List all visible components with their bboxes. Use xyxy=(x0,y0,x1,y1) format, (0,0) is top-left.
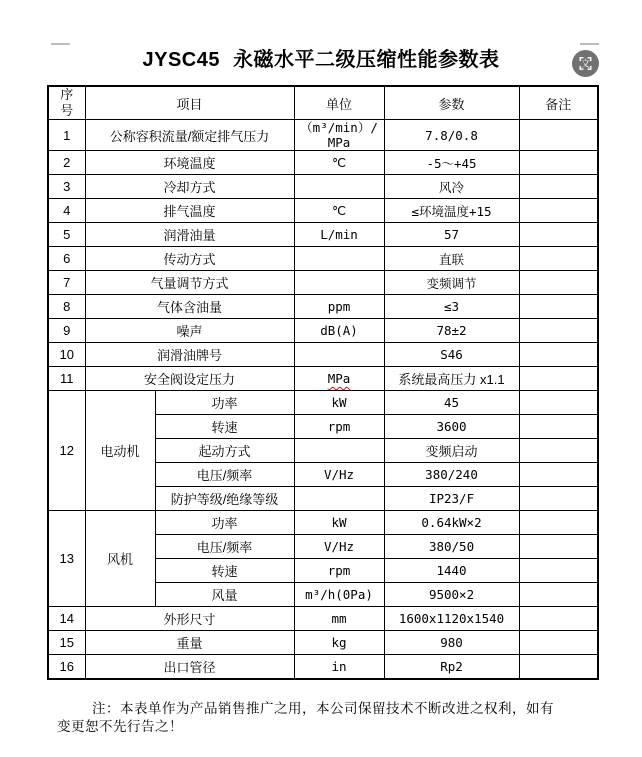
value-cell: 0.64kW×2 xyxy=(384,511,519,535)
unit-cell: ppm xyxy=(294,295,384,319)
remark-cell xyxy=(519,199,598,223)
page-boundary-mark-right xyxy=(580,43,599,45)
unit-cell xyxy=(294,120,384,151)
item-cell: 重量 xyxy=(85,631,294,655)
remark-cell xyxy=(519,271,598,295)
footer-note xyxy=(57,700,593,736)
table-row xyxy=(48,343,598,367)
value-cell: 3600 xyxy=(384,415,519,439)
row-index-cell: 10 xyxy=(48,343,85,367)
item-cell: 环境温度 xyxy=(85,151,294,175)
remark-cell xyxy=(519,247,598,271)
unit-cell xyxy=(294,487,384,511)
table-row xyxy=(48,367,598,391)
row-index-cell: 7 xyxy=(48,271,85,295)
unit-cell: kW xyxy=(294,511,384,535)
sub-item-cell: 电压/频率 xyxy=(155,535,294,559)
table-row xyxy=(48,223,598,247)
table-row xyxy=(48,151,598,175)
header-unit: 单位 xyxy=(294,86,384,120)
item-cell: 传动方式 xyxy=(85,247,294,271)
unit-cell xyxy=(294,175,384,199)
group-cell: 风机 xyxy=(85,511,155,607)
remark-cell xyxy=(519,120,598,151)
unit-cell: L/min xyxy=(294,223,384,247)
scan-text-icon xyxy=(572,50,599,77)
table-row xyxy=(48,607,598,631)
value-cell: 980 xyxy=(384,631,519,655)
remark-cell xyxy=(519,415,598,439)
remark-cell xyxy=(519,535,598,559)
remark-cell xyxy=(519,655,598,679)
row-index-cell: 1 xyxy=(48,120,85,151)
unit-cell: mm xyxy=(294,607,384,631)
row-index-cell: 16 xyxy=(48,655,85,679)
item-cell: 外形尺寸 xyxy=(85,607,294,631)
spec-table-container xyxy=(47,85,599,680)
unit-cell xyxy=(294,271,384,295)
item-cell: 出口管径 xyxy=(85,655,294,679)
remark-cell xyxy=(519,295,598,319)
unit-cell: rpm xyxy=(294,415,384,439)
row-index-cell: 4 xyxy=(48,199,85,223)
row-index-cell: 14 xyxy=(48,607,85,631)
remark-cell xyxy=(519,151,598,175)
table-row xyxy=(48,175,598,199)
page-boundary-mark-left xyxy=(51,43,70,45)
scan-text-icon-glyph: 文 xyxy=(580,59,591,70)
footer-note-line2: 变更恕不先行告之！ xyxy=(57,719,183,734)
value-cell: IP23/F xyxy=(384,487,519,511)
table-row xyxy=(48,199,598,223)
value-cell: ≤环境温度+15 xyxy=(384,199,519,223)
row-index-cell: 5 xyxy=(48,223,85,247)
unit-line2: MPa xyxy=(327,135,351,150)
value-cell: 57 xyxy=(384,223,519,247)
unit-cell: ℃ xyxy=(294,151,384,175)
row-index-cell: 12 xyxy=(48,391,85,511)
unit-cell: m³/h(0Pa) xyxy=(294,583,384,607)
table-row xyxy=(48,120,598,151)
table-row xyxy=(48,319,598,343)
unit-cell xyxy=(294,343,384,367)
value-cell: 变频启动 xyxy=(384,439,519,463)
unit-cell: dB(A) xyxy=(294,319,384,343)
item-cell: 润滑油牌号 xyxy=(85,343,294,367)
value-cell: ≤3 xyxy=(384,295,519,319)
header-remark: 备注 xyxy=(519,86,598,120)
header-index: 序号 xyxy=(48,86,85,120)
value-cell: 1440 xyxy=(384,559,519,583)
remark-cell xyxy=(519,319,598,343)
value-cell: 78±2 xyxy=(384,319,519,343)
page-title xyxy=(0,46,642,74)
sub-item-cell: 转速 xyxy=(155,559,294,583)
unit-text: MPa xyxy=(327,371,351,386)
row-index-cell: 13 xyxy=(48,511,85,607)
remark-cell xyxy=(519,583,598,607)
unit-cell xyxy=(294,247,384,271)
page-title-model: JYSC45 xyxy=(142,49,220,71)
header-value: 参数 xyxy=(384,86,519,120)
unit-cell: rpm xyxy=(294,559,384,583)
sub-item-cell: 防护等级/绝缘等级 xyxy=(155,487,294,511)
remark-cell xyxy=(519,343,598,367)
unit-cell: kW xyxy=(294,391,384,415)
remark-cell xyxy=(519,367,598,391)
value-cell: -5～+45 xyxy=(384,151,519,175)
value-cell: 45 xyxy=(384,391,519,415)
table-row xyxy=(48,271,598,295)
item-cell: 气体含油量 xyxy=(85,295,294,319)
table-row xyxy=(48,295,598,319)
item-cell: 噪声 xyxy=(85,319,294,343)
footer-note-line1: 注：本表单作为产品销售推广之用，本公司保留技术不断改进之权利，如有 xyxy=(92,701,554,716)
page-title-text: 永磁水平二级压缩性能参数表 xyxy=(233,49,500,71)
value-cell: Rp2 xyxy=(384,655,519,679)
unit-cell: in xyxy=(294,655,384,679)
item-cell: 冷却方式 xyxy=(85,175,294,199)
table-row xyxy=(48,391,598,415)
remark-cell xyxy=(519,439,598,463)
item-cell: 气量调节方式 xyxy=(85,271,294,295)
header-item: 项目 xyxy=(85,86,294,120)
value-cell: 直联 xyxy=(384,247,519,271)
remark-cell xyxy=(519,175,598,199)
row-index-cell: 15 xyxy=(48,631,85,655)
remark-cell xyxy=(519,607,598,631)
table-header-row xyxy=(48,86,598,120)
row-index-cell: 8 xyxy=(48,295,85,319)
value-cell: S46 xyxy=(384,343,519,367)
unit-cell: kg xyxy=(294,631,384,655)
row-index-cell: 9 xyxy=(48,319,85,343)
sub-item-cell: 起动方式 xyxy=(155,439,294,463)
remark-cell xyxy=(519,463,598,487)
remark-cell xyxy=(519,511,598,535)
item-cell: 排气温度 xyxy=(85,199,294,223)
unit-line1: （m³/min）/ xyxy=(300,120,378,135)
spec-table xyxy=(47,85,599,680)
remark-cell xyxy=(519,559,598,583)
sub-item-cell: 电压/频率 xyxy=(155,463,294,487)
sub-item-cell: 转速 xyxy=(155,415,294,439)
row-index-cell: 3 xyxy=(48,175,85,199)
unit-cell xyxy=(294,367,384,391)
extract-text-button[interactable] xyxy=(572,50,599,77)
remark-cell xyxy=(519,223,598,247)
value-cell: 变频调节 xyxy=(384,271,519,295)
table-row xyxy=(48,631,598,655)
value-cell: 380/50 xyxy=(384,535,519,559)
unit-cell: ℃ xyxy=(294,199,384,223)
value-cell: 380/240 xyxy=(384,463,519,487)
item-cell: 安全阀设定压力 xyxy=(85,367,294,391)
row-index-cell: 2 xyxy=(48,151,85,175)
sub-item-cell: 风量 xyxy=(155,583,294,607)
item-cell: 润滑油量 xyxy=(85,223,294,247)
item-cell: 公称容积流量/额定排气压力 xyxy=(85,120,294,151)
unit-cell: V/Hz xyxy=(294,463,384,487)
table-row xyxy=(48,511,598,535)
value-cell: 系统最高压力 x1.1 xyxy=(384,367,519,391)
value-cell: 风冷 xyxy=(384,175,519,199)
unit-cell: V/Hz xyxy=(294,535,384,559)
table-row xyxy=(48,655,598,679)
table-row xyxy=(48,247,598,271)
sub-item-cell: 功率 xyxy=(155,391,294,415)
remark-cell xyxy=(519,487,598,511)
value-cell: 9500×2 xyxy=(384,583,519,607)
remark-cell xyxy=(519,391,598,415)
value-cell: 1600x1120x1540 xyxy=(384,607,519,631)
group-cell: 电动机 xyxy=(85,391,155,511)
row-index-cell: 11 xyxy=(48,367,85,391)
remark-cell xyxy=(519,631,598,655)
sub-item-cell: 功率 xyxy=(155,511,294,535)
value-cell: 7.8/0.8 xyxy=(384,120,519,151)
unit-cell xyxy=(294,439,384,463)
row-index-cell: 6 xyxy=(48,247,85,271)
